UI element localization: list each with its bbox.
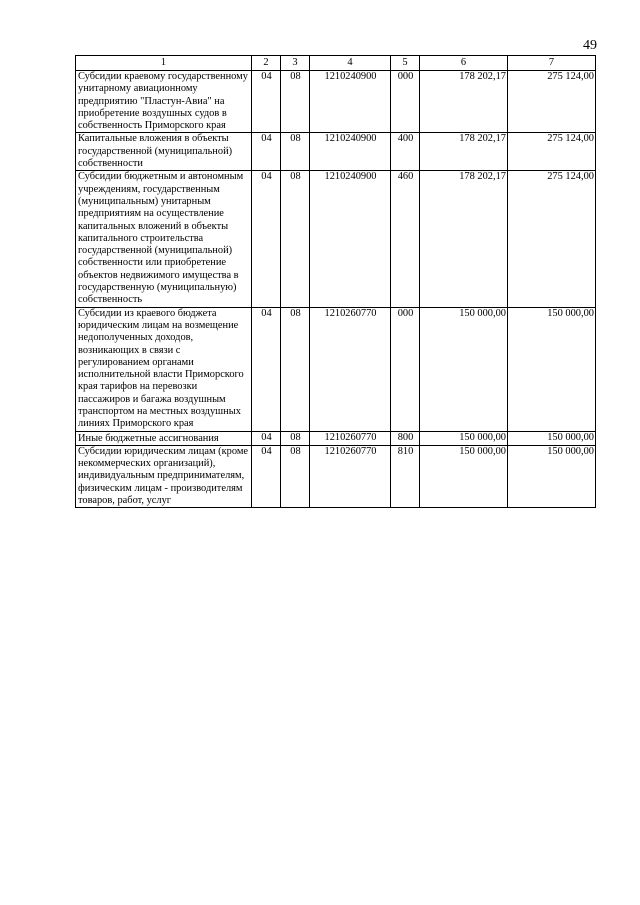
expense-type-code: 400 <box>391 133 420 171</box>
target-code: 1210260770 <box>310 431 391 445</box>
column-header: 2 <box>252 56 281 71</box>
subsection-code: 08 <box>281 307 310 431</box>
target-code: 1210260770 <box>310 307 391 431</box>
amount-column-6: 150 000,00 <box>420 431 508 445</box>
amount-column-7: 150 000,00 <box>508 445 596 507</box>
target-code: 1210260770 <box>310 445 391 507</box>
subsection-code: 08 <box>281 133 310 171</box>
target-code: 1210240900 <box>310 71 391 133</box>
amount-column-6: 150 000,00 <box>420 307 508 431</box>
table-row <box>76 71 596 133</box>
subsection-code: 08 <box>281 171 310 307</box>
column-header: 4 <box>310 56 391 71</box>
expense-name: Субсидии краевому государственному унитарному авиационному предприятию "Пластун-Авиа" на приобретение воздушных судов в собственность Приморского края <box>76 71 252 133</box>
subsection-code: 08 <box>281 71 310 133</box>
table-row <box>76 171 596 307</box>
target-code: 1210240900 <box>310 133 391 171</box>
amount-column-6: 178 202,17 <box>420 171 508 307</box>
column-header: 3 <box>281 56 310 71</box>
amount-column-6: 178 202,17 <box>420 71 508 133</box>
expense-name: Иные бюджетные ассигнования <box>76 431 252 445</box>
column-header: 5 <box>391 56 420 71</box>
section-code: 04 <box>252 71 281 133</box>
column-header: 7 <box>508 56 596 71</box>
table-row <box>76 307 596 431</box>
expense-name: Капитальные вложения в объекты государственной (муниципальной) собственности <box>76 133 252 171</box>
expense-type-code: 800 <box>391 431 420 445</box>
column-header: 1 <box>76 56 252 71</box>
header-row <box>76 56 596 71</box>
expense-name: Субсидии бюджетным и автономным учреждениям, государственным (муниципальным) унитарным предприятиям на осуществление капитальных вложений в объекты капитального строительства государственной (муниципальной) собственности или приобретение объектов недвижимого имущества в государственную (муниципальную) собственность <box>76 171 252 307</box>
amount-column-7: 275 124,00 <box>508 133 596 171</box>
amount-column-7: 150 000,00 <box>508 431 596 445</box>
budget-table <box>75 55 596 508</box>
subsection-code: 08 <box>281 431 310 445</box>
section-code: 04 <box>252 171 281 307</box>
expense-type-code: 810 <box>391 445 420 507</box>
section-code: 04 <box>252 431 281 445</box>
section-code: 04 <box>252 133 281 171</box>
expense-type-code: 000 <box>391 307 420 431</box>
table-row <box>76 431 596 445</box>
table-row <box>76 445 596 507</box>
amount-column-6: 178 202,17 <box>420 133 508 171</box>
amount-column-7: 275 124,00 <box>508 71 596 133</box>
subsection-code: 08 <box>281 445 310 507</box>
amount-column-7: 150 000,00 <box>508 307 596 431</box>
table-row <box>76 133 596 171</box>
expense-name: Субсидии юридическим лицам (кроме некоммерческих организаций), индивидуальным предпринимателям, физическим лицам - производителям товаров, работ, услуг <box>76 445 252 507</box>
section-code: 04 <box>252 307 281 431</box>
section-code: 04 <box>252 445 281 507</box>
column-header: 6 <box>420 56 508 71</box>
expense-name: Субсидии из краевого бюджета юридическим лицам на возмещение недополученных доходов, возникающих в связи с регулированием органами исполнительной власти Приморского края тарифов на перевозки пассажиров и багажа воздушным транспортом на местных воздушных линиях Приморского края <box>76 307 252 431</box>
expense-type-code: 460 <box>391 171 420 307</box>
expense-type-code: 000 <box>391 71 420 133</box>
amount-column-6: 150 000,00 <box>420 445 508 507</box>
target-code: 1210240900 <box>310 171 391 307</box>
amount-column-7: 275 124,00 <box>508 171 596 307</box>
page-number: 49 <box>583 38 597 53</box>
